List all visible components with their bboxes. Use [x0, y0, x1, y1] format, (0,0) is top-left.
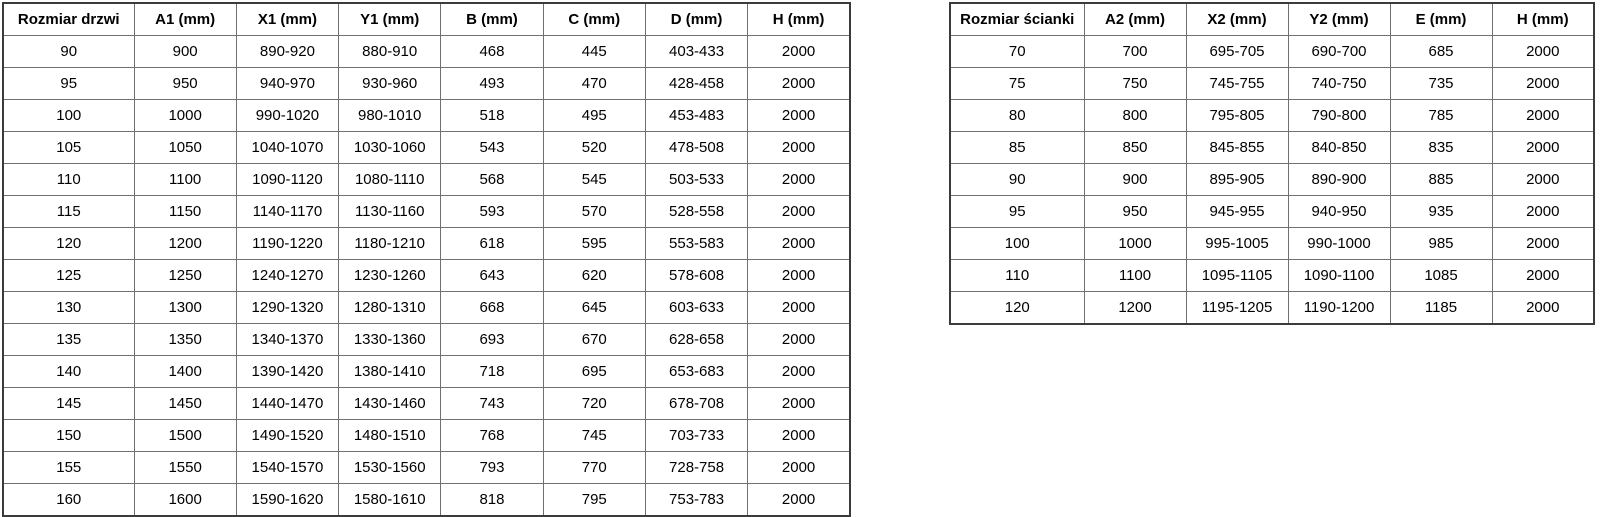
door-size-table [2, 2, 851, 517]
table-cell: 403-433 [645, 36, 747, 68]
column-header: Y1 (mm) [339, 3, 441, 36]
table-cell: 1290-1320 [236, 292, 338, 324]
table-row [3, 100, 850, 132]
table-cell: 115 [3, 196, 134, 228]
table-cell: 740-750 [1288, 68, 1390, 100]
table-cell: 895-905 [1186, 164, 1288, 196]
column-header: B (mm) [441, 3, 543, 36]
table-cell: 2000 [748, 132, 850, 164]
table-cell: 980-1010 [339, 100, 441, 132]
table-cell: 2000 [1492, 292, 1594, 325]
table-cell: 468 [441, 36, 543, 68]
table-cell: 1390-1420 [236, 356, 338, 388]
table-cell: 770 [543, 452, 645, 484]
table-cell: 1350 [134, 324, 236, 356]
column-header: Y2 (mm) [1288, 3, 1390, 36]
table-row [3, 260, 850, 292]
table-cell: 1040-1070 [236, 132, 338, 164]
table-cell: 140 [3, 356, 134, 388]
table-cell: 2000 [748, 36, 850, 68]
table-row [950, 36, 1594, 68]
table-cell: 2000 [748, 356, 850, 388]
table-cell: 703-733 [645, 420, 747, 452]
table-cell: 1400 [134, 356, 236, 388]
table-cell: 570 [543, 196, 645, 228]
header-row [3, 3, 850, 36]
table-cell: 985 [1390, 228, 1492, 260]
table-cell: 880-910 [339, 36, 441, 68]
table-cell: 2000 [748, 452, 850, 484]
table-row [950, 196, 1594, 228]
table-row [950, 68, 1594, 100]
column-header: A2 (mm) [1084, 3, 1186, 36]
table-cell: 603-633 [645, 292, 747, 324]
table-cell: 618 [441, 228, 543, 260]
column-header: Rozmiar ścianki [950, 3, 1084, 36]
table-cell: 950 [1084, 196, 1186, 228]
table-cell: 1230-1260 [339, 260, 441, 292]
table-cell: 670 [543, 324, 645, 356]
table-cell: 2000 [748, 228, 850, 260]
table-row [950, 100, 1594, 132]
table-cell: 900 [1084, 164, 1186, 196]
table-row [3, 196, 850, 228]
table-cell: 1090-1100 [1288, 260, 1390, 292]
table-row [3, 68, 850, 100]
table-cell: 1150 [134, 196, 236, 228]
table-cell: 890-920 [236, 36, 338, 68]
table-cell: 940-950 [1288, 196, 1390, 228]
table-cell: 2000 [748, 260, 850, 292]
table-cell: 145 [3, 388, 134, 420]
table-cell: 2000 [1492, 132, 1594, 164]
table-cell: 2000 [1492, 164, 1594, 196]
table-row [3, 356, 850, 388]
table-cell: 1330-1360 [339, 324, 441, 356]
table-cell: 2000 [748, 388, 850, 420]
table-cell: 745 [543, 420, 645, 452]
table-cell: 2000 [1492, 100, 1594, 132]
table-cell: 553-583 [645, 228, 747, 260]
table-cell: 645 [543, 292, 645, 324]
table-cell: 1185 [1390, 292, 1492, 325]
table-cell: 1380-1410 [339, 356, 441, 388]
table-cell: 568 [441, 164, 543, 196]
table-cell: 628-658 [645, 324, 747, 356]
table-cell: 1100 [134, 164, 236, 196]
column-header: C (mm) [543, 3, 645, 36]
table-row [950, 260, 1594, 292]
table-cell: 900 [134, 36, 236, 68]
table-cell: 90 [3, 36, 134, 68]
table-cell: 125 [3, 260, 134, 292]
table-cell: 2000 [1492, 68, 1594, 100]
table-cell: 110 [950, 260, 1084, 292]
table-cell: 890-900 [1288, 164, 1390, 196]
table-row [3, 484, 850, 517]
table-cell: 100 [950, 228, 1084, 260]
table-cell: 720 [543, 388, 645, 420]
table-cell: 528-558 [645, 196, 747, 228]
table-cell: 995-1005 [1186, 228, 1288, 260]
table-cell: 1140-1170 [236, 196, 338, 228]
table-cell: 2000 [1492, 228, 1594, 260]
table-cell: 2000 [748, 68, 850, 100]
table-row [950, 228, 1594, 260]
table-cell: 620 [543, 260, 645, 292]
table-cell: 120 [950, 292, 1084, 325]
table-row [3, 228, 850, 260]
table-row [3, 452, 850, 484]
table-cell: 130 [3, 292, 134, 324]
table-cell: 945-955 [1186, 196, 1288, 228]
table-cell: 768 [441, 420, 543, 452]
table-cell: 1050 [134, 132, 236, 164]
table-cell: 1200 [134, 228, 236, 260]
column-header: H (mm) [748, 3, 850, 36]
table-cell: 1440-1470 [236, 388, 338, 420]
table-cell: 1450 [134, 388, 236, 420]
table-cell: 1430-1460 [339, 388, 441, 420]
table-cell: 1080-1110 [339, 164, 441, 196]
table-cell: 520 [543, 132, 645, 164]
table-cell: 1100 [1084, 260, 1186, 292]
table-cell: 940-970 [236, 68, 338, 100]
table-cell: 95 [3, 68, 134, 100]
table-row [3, 324, 850, 356]
table-cell: 470 [543, 68, 645, 100]
table-cell: 678-708 [645, 388, 747, 420]
table-cell: 930-960 [339, 68, 441, 100]
table-cell: 750 [1084, 68, 1186, 100]
table-cell: 950 [134, 68, 236, 100]
table-cell: 478-508 [645, 132, 747, 164]
table-cell: 160 [3, 484, 134, 517]
table-cell: 1190-1220 [236, 228, 338, 260]
table-cell: 700 [1084, 36, 1186, 68]
table-cell: 1095-1105 [1186, 260, 1288, 292]
table-cell: 1580-1610 [339, 484, 441, 517]
table-cell: 95 [950, 196, 1084, 228]
table-cell: 1490-1520 [236, 420, 338, 452]
table-cell: 428-458 [645, 68, 747, 100]
column-header: X2 (mm) [1186, 3, 1288, 36]
column-header: A1 (mm) [134, 3, 236, 36]
table-cell: 735 [1390, 68, 1492, 100]
table-row [3, 164, 850, 196]
table-cell: 110 [3, 164, 134, 196]
table-cell: 885 [1390, 164, 1492, 196]
header-row [950, 3, 1594, 36]
table-cell: 70 [950, 36, 1084, 68]
table-row [3, 292, 850, 324]
table-cell: 75 [950, 68, 1084, 100]
table-cell: 935 [1390, 196, 1492, 228]
table-cell: 1190-1200 [1288, 292, 1390, 325]
table-cell: 2000 [1492, 196, 1594, 228]
table-cell: 850 [1084, 132, 1186, 164]
table-cell: 1090-1120 [236, 164, 338, 196]
table-cell: 990-1020 [236, 100, 338, 132]
table-cell: 695-705 [1186, 36, 1288, 68]
table-cell: 685 [1390, 36, 1492, 68]
table-cell: 1590-1620 [236, 484, 338, 517]
table-cell: 2000 [1492, 260, 1594, 292]
column-header: Rozmiar drzwi [3, 3, 134, 36]
table-cell: 1340-1370 [236, 324, 338, 356]
table-cell: 785 [1390, 100, 1492, 132]
table-cell: 2000 [748, 292, 850, 324]
table-cell: 990-1000 [1288, 228, 1390, 260]
table-row [950, 132, 1594, 164]
table-cell: 743 [441, 388, 543, 420]
table-cell: 1530-1560 [339, 452, 441, 484]
table-row [950, 164, 1594, 196]
table-cell: 2000 [748, 484, 850, 517]
column-header: E (mm) [1390, 3, 1492, 36]
table-cell: 593 [441, 196, 543, 228]
table-cell: 1240-1270 [236, 260, 338, 292]
table-cell: 1550 [134, 452, 236, 484]
table-cell: 518 [441, 100, 543, 132]
table-cell: 695 [543, 356, 645, 388]
table-cell: 668 [441, 292, 543, 324]
table-cell: 120 [3, 228, 134, 260]
table-cell: 2000 [748, 420, 850, 452]
table-cell: 653-683 [645, 356, 747, 388]
table-cell: 578-608 [645, 260, 747, 292]
table-cell: 105 [3, 132, 134, 164]
table-cell: 2000 [748, 196, 850, 228]
table-row [3, 132, 850, 164]
table-cell: 2000 [748, 100, 850, 132]
column-header: H (mm) [1492, 3, 1594, 36]
table-row [3, 420, 850, 452]
table-cell: 840-850 [1288, 132, 1390, 164]
table-cell: 1000 [1084, 228, 1186, 260]
table-row [3, 388, 850, 420]
table-cell: 453-483 [645, 100, 747, 132]
table-cell: 1130-1160 [339, 196, 441, 228]
table-cell: 85 [950, 132, 1084, 164]
table-cell: 790-800 [1288, 100, 1390, 132]
table-cell: 2000 [748, 324, 850, 356]
table-cell: 1600 [134, 484, 236, 517]
table-cell: 690-700 [1288, 36, 1390, 68]
table-cell: 1030-1060 [339, 132, 441, 164]
table-cell: 1300 [134, 292, 236, 324]
wall-size-table [949, 2, 1595, 325]
table-cell: 543 [441, 132, 543, 164]
table-cell: 1000 [134, 100, 236, 132]
table-cell: 2000 [748, 164, 850, 196]
table-row [950, 292, 1594, 325]
table-cell: 503-533 [645, 164, 747, 196]
table-cell: 795-805 [1186, 100, 1288, 132]
table-cell: 1500 [134, 420, 236, 452]
table-cell: 753-783 [645, 484, 747, 517]
table-cell: 595 [543, 228, 645, 260]
table-cell: 90 [950, 164, 1084, 196]
table-cell: 445 [543, 36, 645, 68]
table-cell: 1085 [1390, 260, 1492, 292]
table-cell: 1195-1205 [1186, 292, 1288, 325]
table-cell: 1540-1570 [236, 452, 338, 484]
table-cell: 1480-1510 [339, 420, 441, 452]
table-cell: 745-755 [1186, 68, 1288, 100]
table-cell: 150 [3, 420, 134, 452]
table-cell: 643 [441, 260, 543, 292]
column-header: D (mm) [645, 3, 747, 36]
table-cell: 493 [441, 68, 543, 100]
table-cell: 1250 [134, 260, 236, 292]
table-cell: 100 [3, 100, 134, 132]
table-cell: 795 [543, 484, 645, 517]
table-cell: 835 [1390, 132, 1492, 164]
table-cell: 135 [3, 324, 134, 356]
table-cell: 1280-1310 [339, 292, 441, 324]
column-header: X1 (mm) [236, 3, 338, 36]
table-cell: 793 [441, 452, 543, 484]
table-cell: 845-855 [1186, 132, 1288, 164]
table-cell: 728-758 [645, 452, 747, 484]
table-cell: 155 [3, 452, 134, 484]
table-cell: 495 [543, 100, 645, 132]
table-cell: 545 [543, 164, 645, 196]
table-cell: 1200 [1084, 292, 1186, 325]
table-cell: 1180-1210 [339, 228, 441, 260]
table-cell: 2000 [1492, 36, 1594, 68]
table-row [3, 36, 850, 68]
table-cell: 800 [1084, 100, 1186, 132]
table-cell: 693 [441, 324, 543, 356]
table-cell: 80 [950, 100, 1084, 132]
table-cell: 818 [441, 484, 543, 517]
table-cell: 718 [441, 356, 543, 388]
